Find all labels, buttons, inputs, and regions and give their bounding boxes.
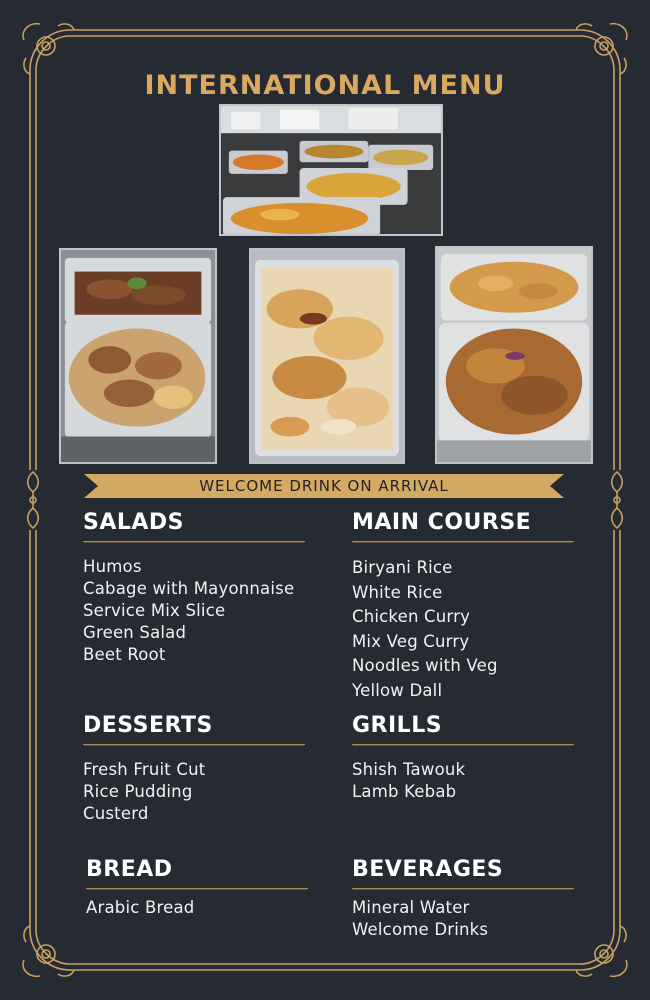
- pasta-noodles-photo: [435, 246, 593, 464]
- buffet-photo: [219, 104, 443, 236]
- menu-item: Shish Tawouk: [352, 760, 466, 779]
- menu-item: Noodles with Veg: [352, 656, 498, 675]
- menu-item: Rice Pudding: [83, 782, 193, 801]
- menu-item: Welcome Drinks: [352, 920, 489, 939]
- menu-item: Chicken Curry: [352, 607, 471, 626]
- menu-title: INTERNATIONAL MENU: [144, 70, 506, 101]
- section-heading: MAIN COURSE: [352, 510, 574, 542]
- section-heading: GRILLS: [352, 713, 574, 745]
- grilled-chicken-photo: [59, 248, 217, 464]
- welcome-banner-text: WELCOME DRINK ON ARRIVAL: [199, 477, 449, 495]
- section-heading: BREAD: [86, 857, 308, 889]
- menu-item: Custerd: [83, 804, 149, 823]
- menu-item: Service Mix Slice: [83, 601, 226, 620]
- section-salads: [83, 510, 323, 666]
- menu-item: Yellow Dall: [352, 680, 443, 700]
- menu-item: Mineral Water: [352, 898, 470, 917]
- section-beverages: [352, 857, 592, 941]
- section-heading: DESSERTS: [83, 713, 305, 745]
- menu-item: Arabic Bread: [86, 898, 195, 917]
- section-bread: [86, 857, 326, 919]
- menu-item: Fresh Fruit Cut: [83, 760, 206, 779]
- menu-item: Biryani Rice: [352, 558, 453, 577]
- section-heading: SALADS: [83, 510, 305, 542]
- biryani-photo: [249, 248, 405, 464]
- menu-item: Mix Veg Curry: [352, 631, 470, 651]
- section-desserts: [83, 713, 323, 825]
- section-grills: [352, 713, 592, 803]
- welcome-banner: [84, 474, 564, 498]
- menu-item: Humos: [83, 557, 142, 576]
- menu-item: Green Salad: [83, 623, 187, 642]
- menu-item: Lamb Kebab: [352, 782, 457, 801]
- section-main-course: [352, 510, 592, 703]
- menu-item: Cabage with Mayonnaise: [83, 579, 295, 598]
- menu-item: White Rice: [352, 582, 443, 602]
- menu-item: Beet Root: [83, 645, 166, 664]
- section-heading: BEVERAGES: [352, 857, 574, 889]
